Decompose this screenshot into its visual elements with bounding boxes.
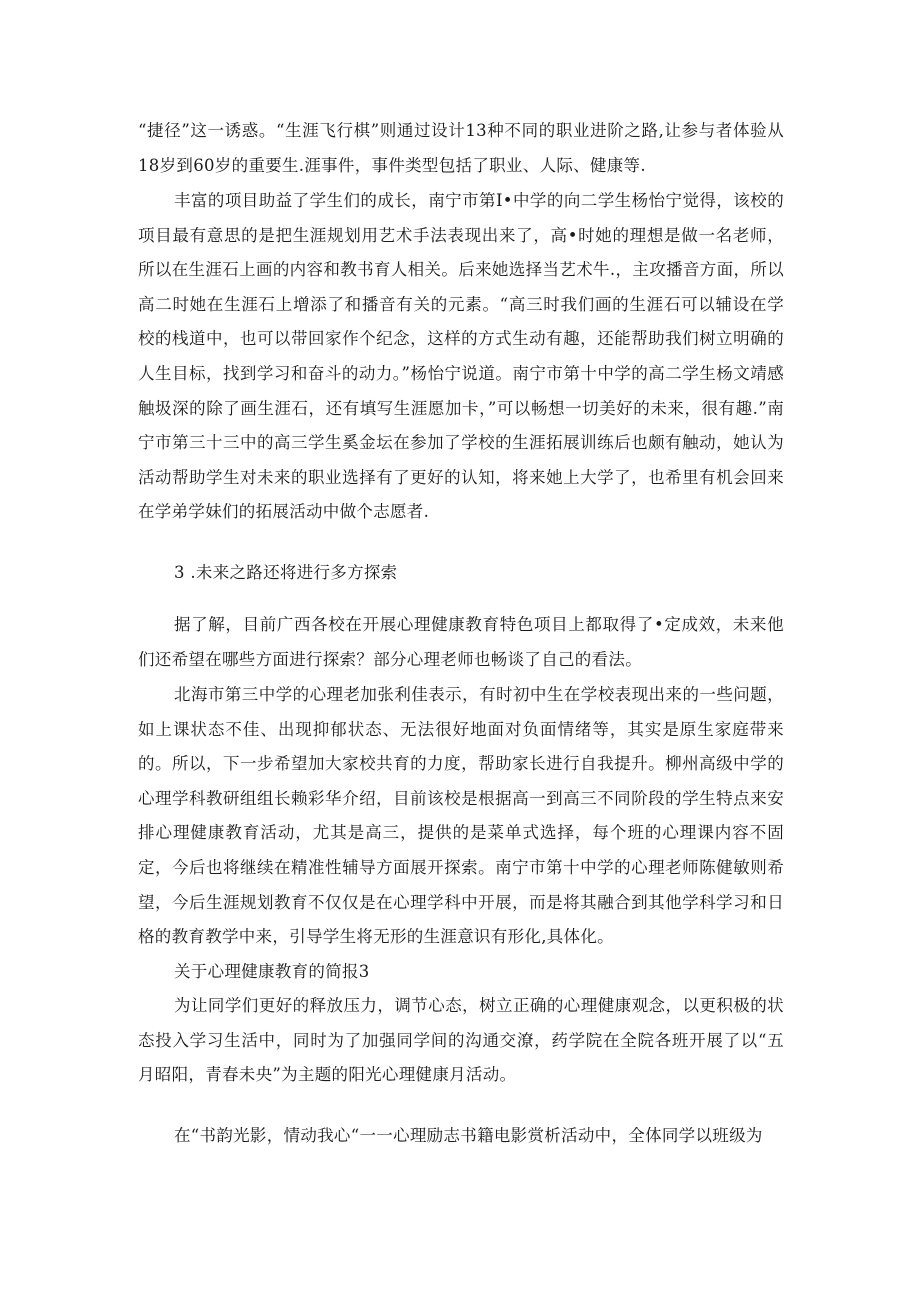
paragraph-further-exploration: 据了解，目前广西各校在开展心理健康教育特色项目上都取得了•定成效，未来他们还希望在哪些方面进行探索？部分心理老师也畅谈了自己的看法。 bbox=[138, 615, 784, 669]
bulletin-title: 关于心理健康教育的简报3 bbox=[174, 962, 370, 981]
paragraph-teacher-views: 北海市第三中学的心理老加张利佳表示，有时初中生在学校表现出来的一些问题，如上课状态不佳、出现抑郁状态、无法很好地面对负面情绪等，其实是原生家庭带来的。所以，下一步希望加大家校共育的力度，帮助家长进行自我提升。柳州高级中学的心理学科教研组组长赖彩华介绍，目前该校是根据高一到高三不同阶段的学生特点来安排心理健康教育活动，尤其是高三，提供的是菜单式选择，每个班的心理课内容不固定，今后也将继续在精准性辅导方面展开探索。南宁市第十中学的心理老师陈健敏则希望，今后生涯规划教育不仅仅是在心理学科中开展，而是将其融合到其他学科学习和日格的教育教学中来，引导学生将无形的生涯意识有形化,具体化。 bbox=[138, 685, 784, 947]
paragraph-book-film-activity: 在“书韵光影，情动我心“一一心理励志书籍电影赏析活动中，全体同学以班级为 bbox=[174, 1126, 763, 1145]
section-heading-future-exploration: 3 .未来之路还将进行多方探索 bbox=[174, 563, 398, 582]
paragraph-student-experiences: 丰富的项目助益了学生们的成长，南宁市第I•中学的向二学生杨怡宁觉得，该校的项目最有意思的是把生涯规划用艺术手法表现出来了，高•时她的理想是做一名老师，所以在生涯石上画的内容和教书育人相关。后来她选择当艺术牛.，主攻播音方面，所以高二时她在生涯石上增添了和播音有关的元素。“高三时我们画的生涯石可以辅设在学校的栈道中，也可以带回家作个纪念，这样的方式生动有趣，还能帮助我们树立明确的人生目标，找到学习和奋斗的动力。”杨怡宁说道。南宁市第十中学的高二学生杨文靖感触圾深的除了画生涯石，还有填写生涯愿加卡，”可以畅想一切美好的未来，很有趣.”南宁市第三十三中的高三学生奚金坛在参加了学校的生涯拓展训练后也颇有触动，她认为活动帮助学生对未来的职业选择有了更好的认知，将来她上大学了，也希里有机会回来在学弟学妹们的拓展活动中做个志愿者. bbox=[138, 191, 784, 522]
paragraph-mental-health-month: 为让同学们更好的释放压力，调节心态，树立正确的心理健康观念，以更积极的状态投入学习生活中，同时为了加强同学间的沟通交潦，药学院在全院各班开展了以“五月昭阳，青春未央”为主题的阳光心理健康月活动。 bbox=[138, 996, 784, 1085]
paragraph-career-flight-chess: “捷径”这一诱惑。“生涯飞行棋”则通过设计13种不同的职业进阶之路,让参与者体验从18岁到60岁的重要生.涯事件，事件类型包括了职业、人际、健康等. bbox=[138, 121, 784, 175]
